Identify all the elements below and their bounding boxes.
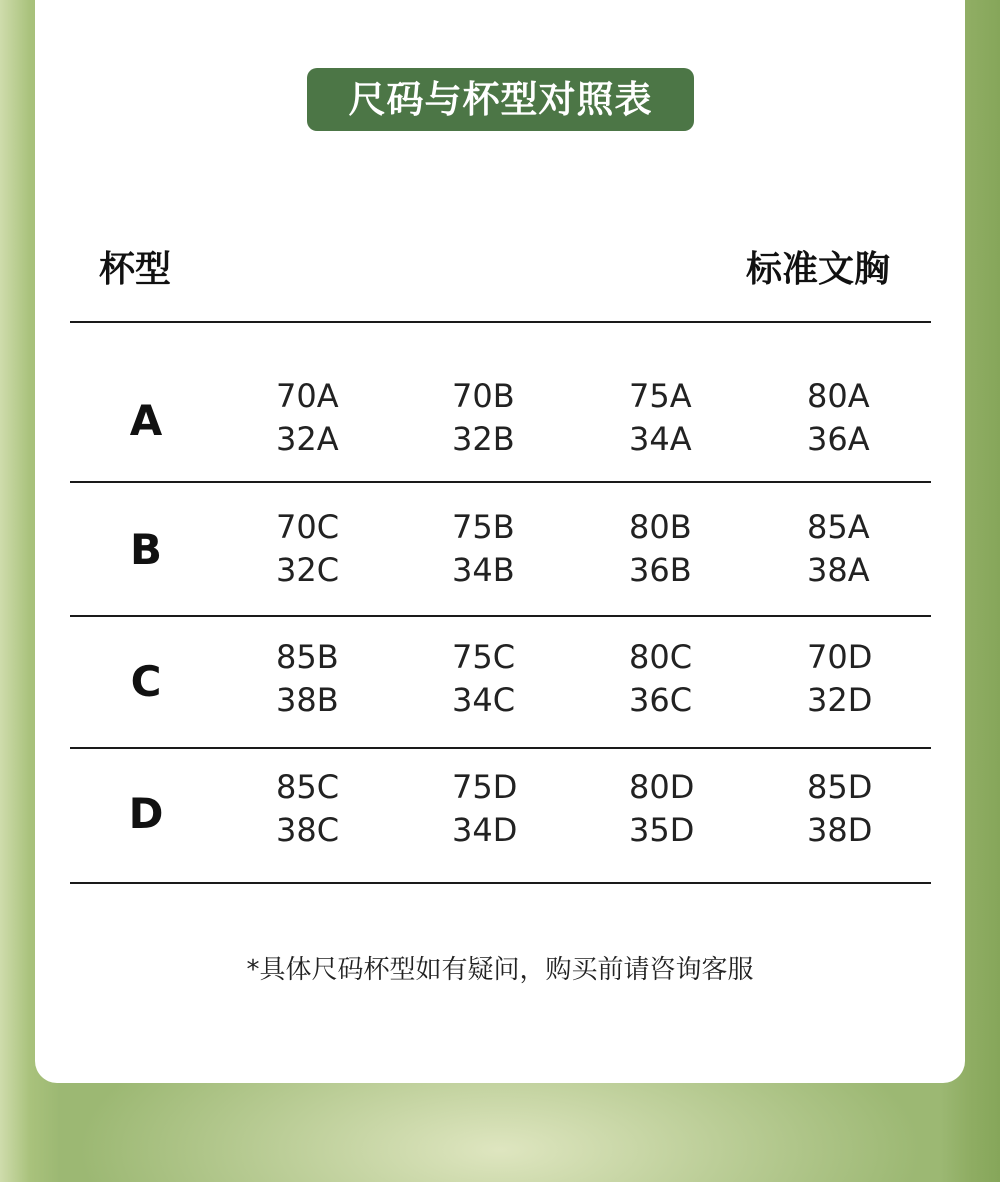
size-cell [807, 375, 927, 461]
size-cell [276, 506, 396, 592]
size-cell [807, 766, 927, 852]
size-inch-value: 36A [807, 420, 870, 458]
size-band-value: 70C [276, 508, 340, 546]
size-cell [629, 375, 749, 461]
size-inch-value: 34A [629, 420, 692, 458]
header-divider [70, 321, 931, 323]
size-cell [452, 506, 572, 592]
size-cell [807, 636, 927, 722]
size-band-value: 75D [452, 768, 518, 806]
size-band-value: 80B [629, 508, 692, 546]
size-inch-value: 34D [452, 811, 518, 849]
size-cell [452, 766, 572, 852]
footnote: *具体尺码杯型如有疑问，购买前请咨询客服 [246, 955, 754, 985]
size-cell [276, 766, 396, 852]
size-band-value: 75B [452, 508, 515, 546]
size-inch-value: 34C [452, 681, 516, 719]
size-inch-value: 36B [629, 551, 692, 589]
size-cell [276, 375, 396, 461]
size-cell [807, 506, 927, 592]
size-inch-value: 38A [807, 551, 870, 589]
bra-size-column-header: 标准文胸 [745, 249, 890, 290]
size-inch-value: 32B [452, 420, 515, 458]
size-inch-value: 34B [452, 551, 515, 589]
cup-column-header: 杯型 [99, 249, 172, 290]
size-band-value: 85D [807, 768, 873, 806]
size-inch-value: 35D [629, 811, 695, 849]
cup-label: C [130, 657, 162, 706]
size-band-value: 80D [629, 768, 695, 806]
size-band-value: 85C [276, 768, 340, 806]
size-band-value: 75A [629, 377, 692, 415]
size-band-value: 80A [807, 377, 870, 415]
size-inch-value: 32D [807, 681, 873, 719]
cup-label: A [129, 396, 163, 445]
table-bottom-divider [70, 882, 931, 884]
size-cell [452, 636, 572, 722]
size-band-value: 85A [807, 508, 870, 546]
cup-label: D [128, 789, 164, 838]
size-inch-value: 32A [276, 420, 339, 458]
size-cell [452, 375, 572, 461]
size-inch-value: 36C [629, 681, 693, 719]
cup-label: B [129, 525, 162, 574]
size-inch-value: 32C [276, 551, 340, 589]
row-divider [70, 747, 931, 749]
size-band-value: 70A [276, 377, 339, 415]
size-band-value: 80C [629, 638, 693, 676]
size-inch-value: 38D [807, 811, 873, 849]
size-cell [629, 636, 749, 722]
size-cell [629, 506, 749, 592]
size-inch-value: 38B [276, 681, 339, 719]
size-band-value: 75C [452, 638, 516, 676]
row-divider [70, 481, 931, 483]
size-band-value: 70D [807, 638, 873, 676]
chart-title: 尺码与杯型对照表 [307, 68, 694, 131]
row-divider [70, 615, 931, 617]
size-band-value: 85B [276, 638, 339, 676]
size-inch-value: 38C [276, 811, 340, 849]
size-cell [629, 766, 749, 852]
size-cell [276, 636, 396, 722]
size-band-value: 70B [452, 377, 515, 415]
